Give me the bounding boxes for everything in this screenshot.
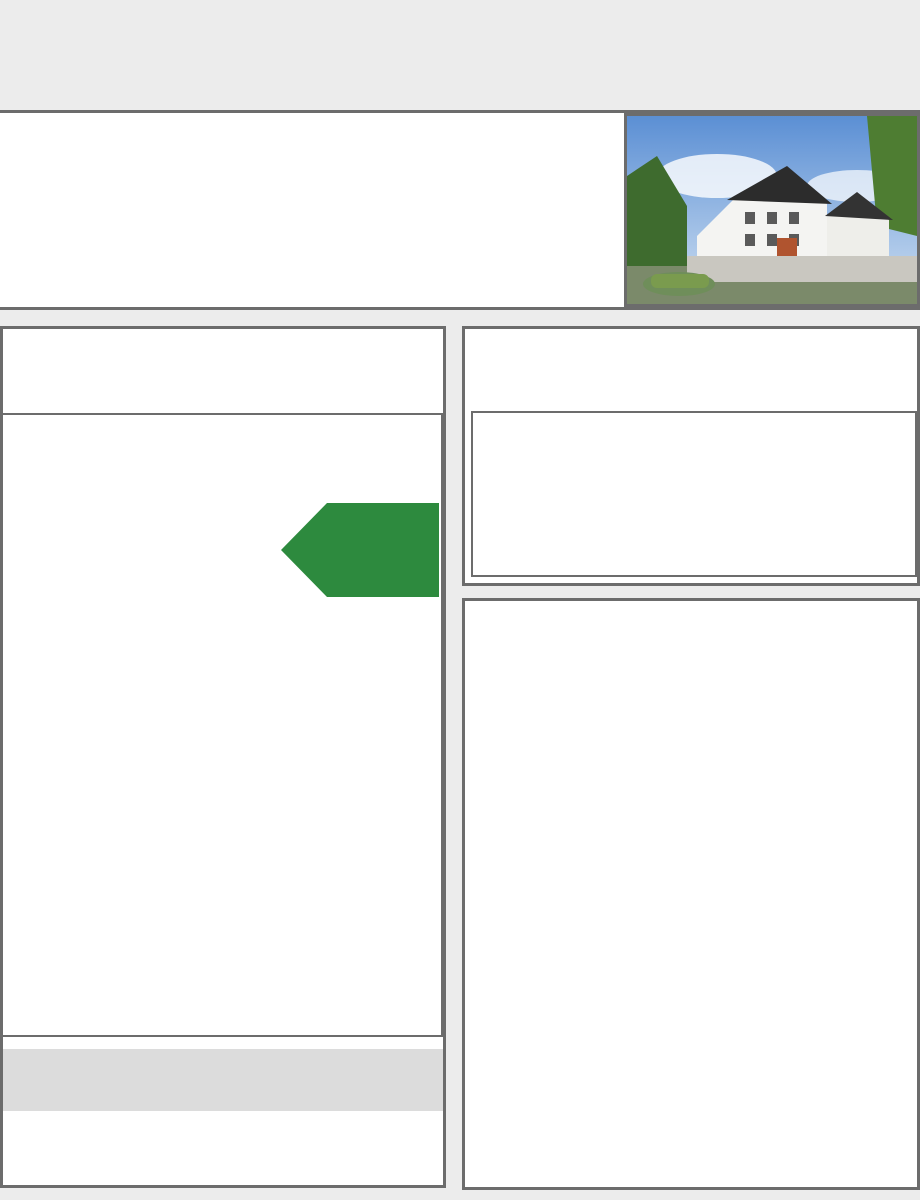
- requirement-box: [3, 1049, 443, 1111]
- distribution-panel: [462, 326, 920, 586]
- class-scale: [3, 413, 443, 1037]
- building-info: [0, 110, 920, 310]
- result-arrow: [281, 503, 439, 597]
- city-row: [18, 173, 28, 193]
- area-row: [18, 266, 24, 286]
- type-row: [18, 235, 28, 255]
- building-photo: [624, 113, 920, 307]
- distribution-chart: [471, 411, 917, 577]
- pie-chart: [771, 427, 913, 569]
- indicators-panel: [462, 598, 920, 1190]
- classification-panel: [0, 326, 446, 1188]
- street-row: [18, 141, 28, 161]
- parcel-row: [18, 204, 28, 224]
